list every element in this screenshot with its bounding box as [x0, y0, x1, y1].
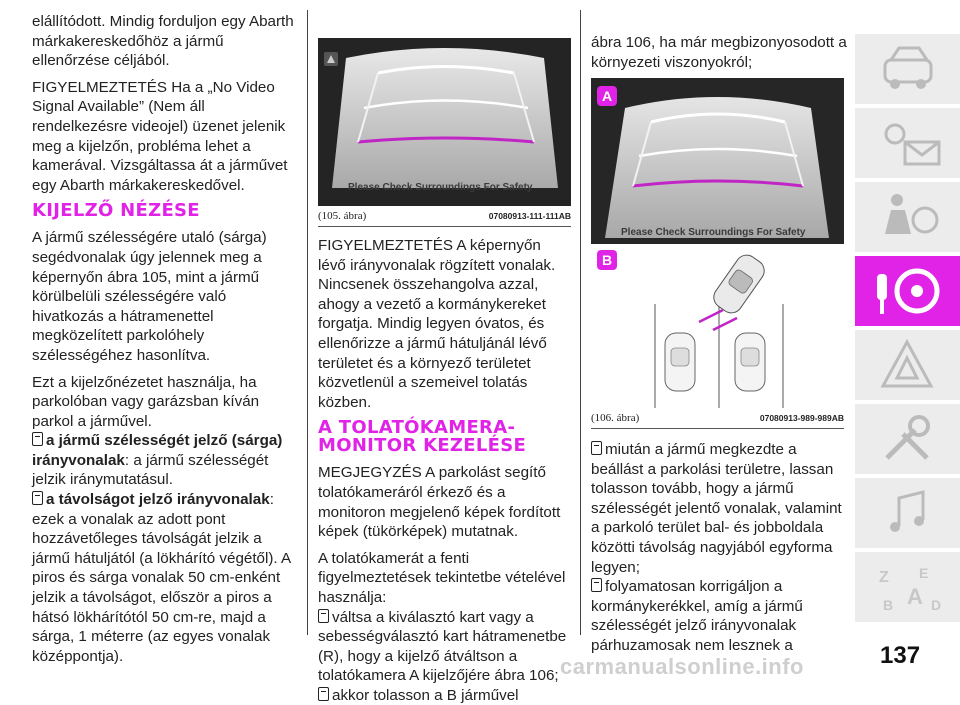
steering-wheel-key-icon — [855, 256, 960, 326]
term: a jármű szélességét jelző (sárga) irányvonalak — [32, 432, 283, 469]
list-text: váltsa a kiválasztó kart vagy a sebességválasztó kart hátramenetbe (R), hogy a kijelző átváltson a tolatókamera A kijelzőjére ábra 106; — [318, 608, 567, 685]
figure-caption — [318, 210, 571, 222]
emergency-warning-icon — [855, 330, 960, 400]
section-heading: KIJELZŐ NÉZÉSE — [32, 200, 200, 222]
definition: : a jármű szélességét jelzik iránymutatásul. — [32, 451, 269, 489]
list-text: miután a jármű megkezdte a beállást a parkolási területre, lassan tolasson tovább, hogy a jármű szélességét jelentő vonalak, valamint a parkoló terület bal- és jobboldala közötti távolság nagyjából egyforma legyen; — [591, 441, 842, 576]
tab-service[interactable] — [855, 404, 960, 474]
section-heading: A TOLATÓKAMERA-MONITOR KEZELÉSE — [318, 417, 527, 457]
svg-text:E: E — [919, 565, 929, 581]
text-column-3-top — [591, 33, 849, 79]
list-text: folyamatosan korrigáljon a kormánykerékkel, amíg a jármű szélességét jelző irányvonalak párhuzamosak nem lesznek a — [591, 578, 803, 654]
warning-paragraph: FIGYELMEZTETÉS A képernyőn lévő irányvonalak rögzített vonalak. Nincsenek összehangolva azzal, ahogy a vezető a kormánykereket forgatja. Mindig legyen óvatos, és ellenőrizze a jármű hátuljánál lévő területet és a környező területet közvetlenül a szemeivel tolatás közben. — [318, 237, 556, 411]
list-item — [318, 686, 571, 705]
safety-airbag-icon — [855, 182, 960, 252]
tab-starting-driving[interactable] — [855, 256, 960, 326]
watermark: carmanualsonline.info — [560, 654, 804, 679]
svg-text:A: A — [907, 584, 923, 609]
list-item — [591, 577, 849, 655]
service-tools-icon — [855, 404, 960, 474]
figure-code: 07080913-989-989AB — [759, 413, 844, 423]
paragraph: A jármű szélességére utaló (sárga) segédvonalak úgy jelennek meg a képernyőn ábra 105, mint a jármű körülbelüli szélességére való hivatkozás a hátramenettel megközelített parkolóhely szélességéhez hasonlítva. — [32, 229, 267, 364]
list-item — [32, 431, 294, 490]
paragraph: ábra 106, ha már megbizonyosodott a környezeti viszonyokról; — [591, 34, 847, 71]
paragraph: Ezt a kijelzőnézetet használja, ha parkolóban vagy garázsban kíván parkol a járművel. — [32, 373, 260, 430]
bullet-icon — [591, 441, 602, 455]
svg-text:Z: Z — [879, 569, 889, 586]
figure-code: 07080913-111-111AB — [488, 211, 571, 221]
paragraph: elállítódott. Mindig forduljon egy Abarth márkakereskedőhöz a jármű ellenőrzése céljából. — [32, 13, 294, 70]
list-item — [32, 490, 294, 666]
bullet-icon — [32, 491, 43, 505]
caption-rule — [318, 226, 571, 227]
text-column-1 — [32, 12, 294, 666]
tab-multimedia[interactable] — [855, 478, 960, 548]
figure-label-a: A — [597, 86, 617, 106]
index-letters-icon — [855, 552, 960, 622]
column-divider — [580, 10, 581, 635]
bullet-icon — [318, 609, 329, 623]
list-text: akkor tolasson a B járművel — [332, 686, 519, 704]
caption-rule — [591, 428, 844, 429]
text-column-2 — [318, 236, 571, 705]
figure-106-image — [591, 78, 844, 408]
page-number: 137 — [880, 642, 921, 669]
list-item — [591, 440, 849, 577]
term: a távolságot jelző irányvonalak — [46, 491, 270, 509]
figure-caption — [591, 412, 844, 424]
camera-overlay-text: Please Check Surroundings For Safety — [348, 182, 533, 193]
note-paragraph: MEGJEGYZÉS A parkolást segítő tolatókameráról érkező és a monitoron megjelenő képek fordított képek (tükörképek) mutatnak. — [318, 464, 561, 541]
tab-safety[interactable] — [855, 182, 960, 252]
warning-lights-icon — [855, 108, 960, 178]
svg-text:D: D — [931, 597, 942, 613]
tab-car-info[interactable] — [855, 34, 960, 104]
bullet-icon — [32, 432, 43, 446]
figure-label-b: B — [597, 250, 617, 270]
column-divider — [307, 10, 308, 635]
figure-105-camera-image — [318, 38, 571, 206]
warning-paragraph: FIGYELMEZTETÉS Ha a „No Video Signal Available” (Nem áll rendelkezésre videojel) üzenet jelenik meg a kijelzőn, probléma lehet a kamerával. Vizsgáltassa át a járművet egy Abarth márkakereskedővel. — [32, 78, 288, 194]
paragraph: A tolatókamerát a fenti figyelmeztetések tekintetbe vételével használja: — [318, 549, 566, 606]
camera-overlay-text: Please Check Surroundings For Safety — [621, 227, 806, 238]
svg-text:B: B — [883, 597, 894, 613]
caption-label: (106. ábra) — [591, 412, 640, 424]
car-info-icon — [855, 34, 960, 104]
text-column-3-bottom — [591, 440, 849, 656]
bullet-icon — [591, 578, 602, 592]
tab-index[interactable] — [855, 552, 960, 622]
multimedia-icon — [855, 478, 960, 548]
definition: : ezek a vonalak az adott pont hozzávetőleges távolságát jelzik a jármű hátuljától (a lökhárító végétől). A piros és sárga vonalak 50 cm-enként jelzik a távolságot, először a piros a hátsó lökhárítótól 50 cm-re, majd a sárga, 1 méterre (az egyes vonalak középpontja). — [32, 491, 291, 665]
tab-warning-lights[interactable] — [855, 108, 960, 178]
caption-label: (105. ábra) — [318, 210, 367, 222]
list-item — [318, 608, 571, 686]
tab-emergency[interactable] — [855, 330, 960, 400]
bullet-icon — [318, 687, 329, 701]
